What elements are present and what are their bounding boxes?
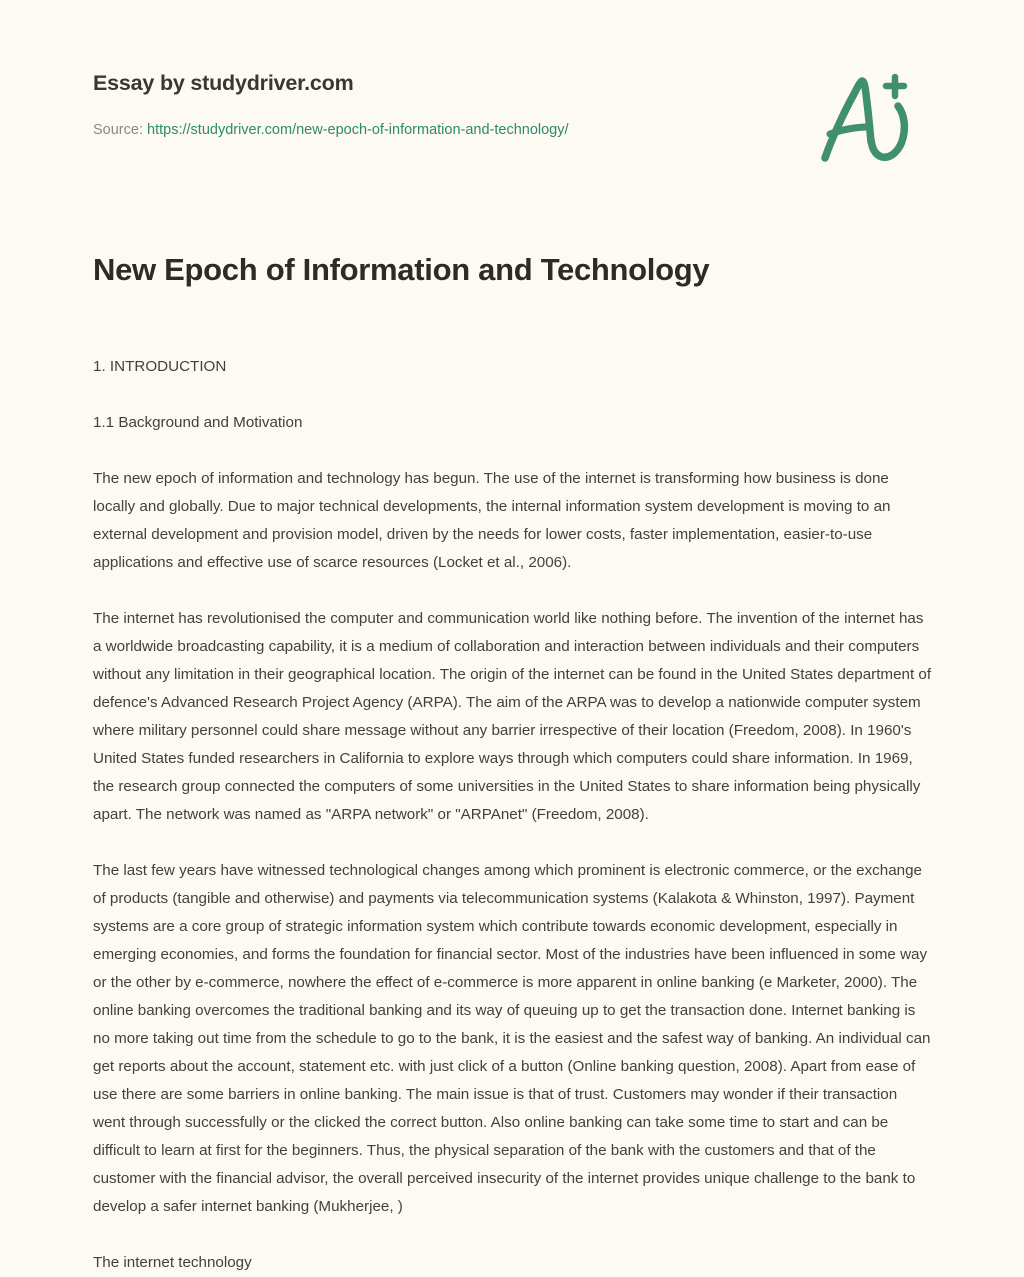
page-header: [93, 68, 933, 140]
paragraph-4: The internet technology: [93, 1254, 252, 1271]
source-url-link[interactable]: https://studydriver.com/new-epoch-of-information-and-technology/: [147, 122, 569, 138]
paragraph-3: The last few years have witnessed technological changes among which prominent is electronic commerce, or the exchange of products (tangible and otherwise) and payments via telecommunication systems (Kalakota & Whinston, 1997). Payment systems are a core group of strategic information system which contribute towards economic development, especially in emerging economies, and forms the foundation for financial sector. Most of the industries have been influenced in some way or the other by e-commerce, nowhere the effect of e-commerce is more apparent in online banking (e Marketer, 2000). The online banking overcomes the traditional banking and its way of queuing up to get the transaction done. Internet banking is no more taking out time from the schedule to go to the bank, it is the easiest and the safest way of banking. An individual can get reports about the account, statement etc. with just click of a button (Online banking question, 2008). Apart from ease of use there are some barriers in online banking. The main issue is that of trust. Customers may wonder if their transaction went through successfully or the clicked the correct button. Also online banking can take some time to start and can be difficult to learn at first for the beginners. Thus, the physical separation of the bank with the customers and that of the customer with the financial advisor, the overall perceived insecurity of the internet provides unique challenge to the bank to develop a safer internet banking (Mukherjee, ): [93, 862, 931, 1215]
paragraph-1: The new epoch of information and technology has begun. The use of the internet is transforming how business is done locally and globally. Due to major technical developments, the internal information system development is moving to an external development and provision model, driven by the needs for lower costs, faster implementation, easier-to-use applications and effective use of scarce resources (Locket et al., 2006).: [93, 470, 891, 571]
page-title: New Epoch of Information and Technology: [93, 252, 710, 287]
paragraph-2: The internet has revolutionised the computer and communication world like nothing before. The invention of the internet has a worldwide broadcasting capability, it is a medium of collaboration and interaction between individuals and their computers without any limitation in their geographical location. The origin of the internet can be found in the United States department of defence's Advanced Research Project Agency (ARPA). The aim of the ARPA was to develop a nationwide computer system where military personnel could share message without any barrier irrespective of their location (Freedom, 2008). In 1960's United States funded researchers in California to explore ways through which computers could share information. In 1969, the research group connected the computers of some universities in the United States to share information being physically apart. The network was named as "ARPA network" or "ARPAnet" (Freedom, 2008).: [93, 610, 932, 823]
source-line: [93, 120, 933, 140]
a-plus-logo-icon: [812, 72, 916, 164]
section-heading-background: 1.1 Background and Motivation: [93, 414, 303, 431]
source-label: Source:: [93, 122, 143, 138]
section-heading-intro: 1. INTRODUCTION: [93, 358, 227, 375]
essay-byline: Essay by studydriver.com: [93, 71, 354, 95]
essay-body: [93, 353, 933, 1277]
